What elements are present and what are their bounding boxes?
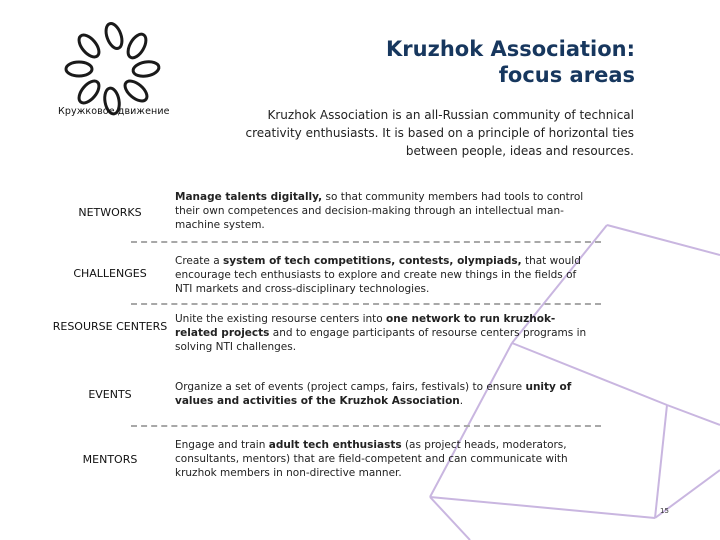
intro-paragraph xyxy=(224,106,634,160)
area-label: RESOURSE CENTERS xyxy=(52,320,168,333)
title-line-1: Kruzhok Association: xyxy=(386,37,635,61)
area-description xyxy=(175,312,595,355)
divider xyxy=(131,425,601,427)
desc-part: Organize a set of events (project camps, fairs, festivals) to ensure xyxy=(175,381,526,393)
divider xyxy=(131,241,601,243)
desc-part: (as project heads, moderators, consultants, mentors) that are field-competent and can communicate with kruzhok members in non-directive manner. xyxy=(175,439,568,480)
area-label: CHALLENGES xyxy=(73,267,147,280)
area-label: MENTORS xyxy=(82,453,138,466)
desc-bold: system of tech competitions, contests, olympiads, xyxy=(223,255,522,267)
desc-part: so that community members had tools to control their own competences and decision-making through an intellectual man-machine system. xyxy=(175,191,584,232)
desc-part: that would encourage tech enthusiasts to explore and create new things in the fields of NTI markets and cross-disciplinary technologies. xyxy=(175,255,581,296)
area-description xyxy=(175,438,595,481)
desc-part: and to engage participants of resourse centers programs in solving NTI challenges. xyxy=(175,327,587,354)
area-description xyxy=(175,254,595,297)
intro-bold: Kruzhok Association xyxy=(267,108,389,122)
desc-part: . xyxy=(459,395,464,408)
desc-bold: one network to run kruzhok-related projects xyxy=(175,313,556,340)
page-title xyxy=(386,36,635,88)
divider xyxy=(131,303,601,305)
area-description xyxy=(175,190,595,233)
intro-text: is an all-Russian community of technical creativity enthusiasts. It is based on a principle of horizontal ties between people, ideas and resources. xyxy=(245,108,634,158)
desc-part: Engage and train xyxy=(175,439,269,451)
logo-caption: Кружковое движение xyxy=(58,106,170,117)
desc-part: Create a xyxy=(175,255,223,267)
desc-bold: adult tech enthusiasts xyxy=(268,439,402,451)
area-description xyxy=(175,380,595,408)
page-number: 15 xyxy=(660,507,669,515)
area-label: EVENTS xyxy=(88,388,132,401)
title-line-2: focus areas xyxy=(498,63,635,87)
desc-bold: Manage talents digitally, xyxy=(175,191,323,203)
area-label: NETWORKS xyxy=(78,206,142,219)
desc-part: Unite the existing resourse centers into xyxy=(175,313,387,325)
desc-bold: unity of values and activities of the Kruzhok Association xyxy=(175,381,572,408)
